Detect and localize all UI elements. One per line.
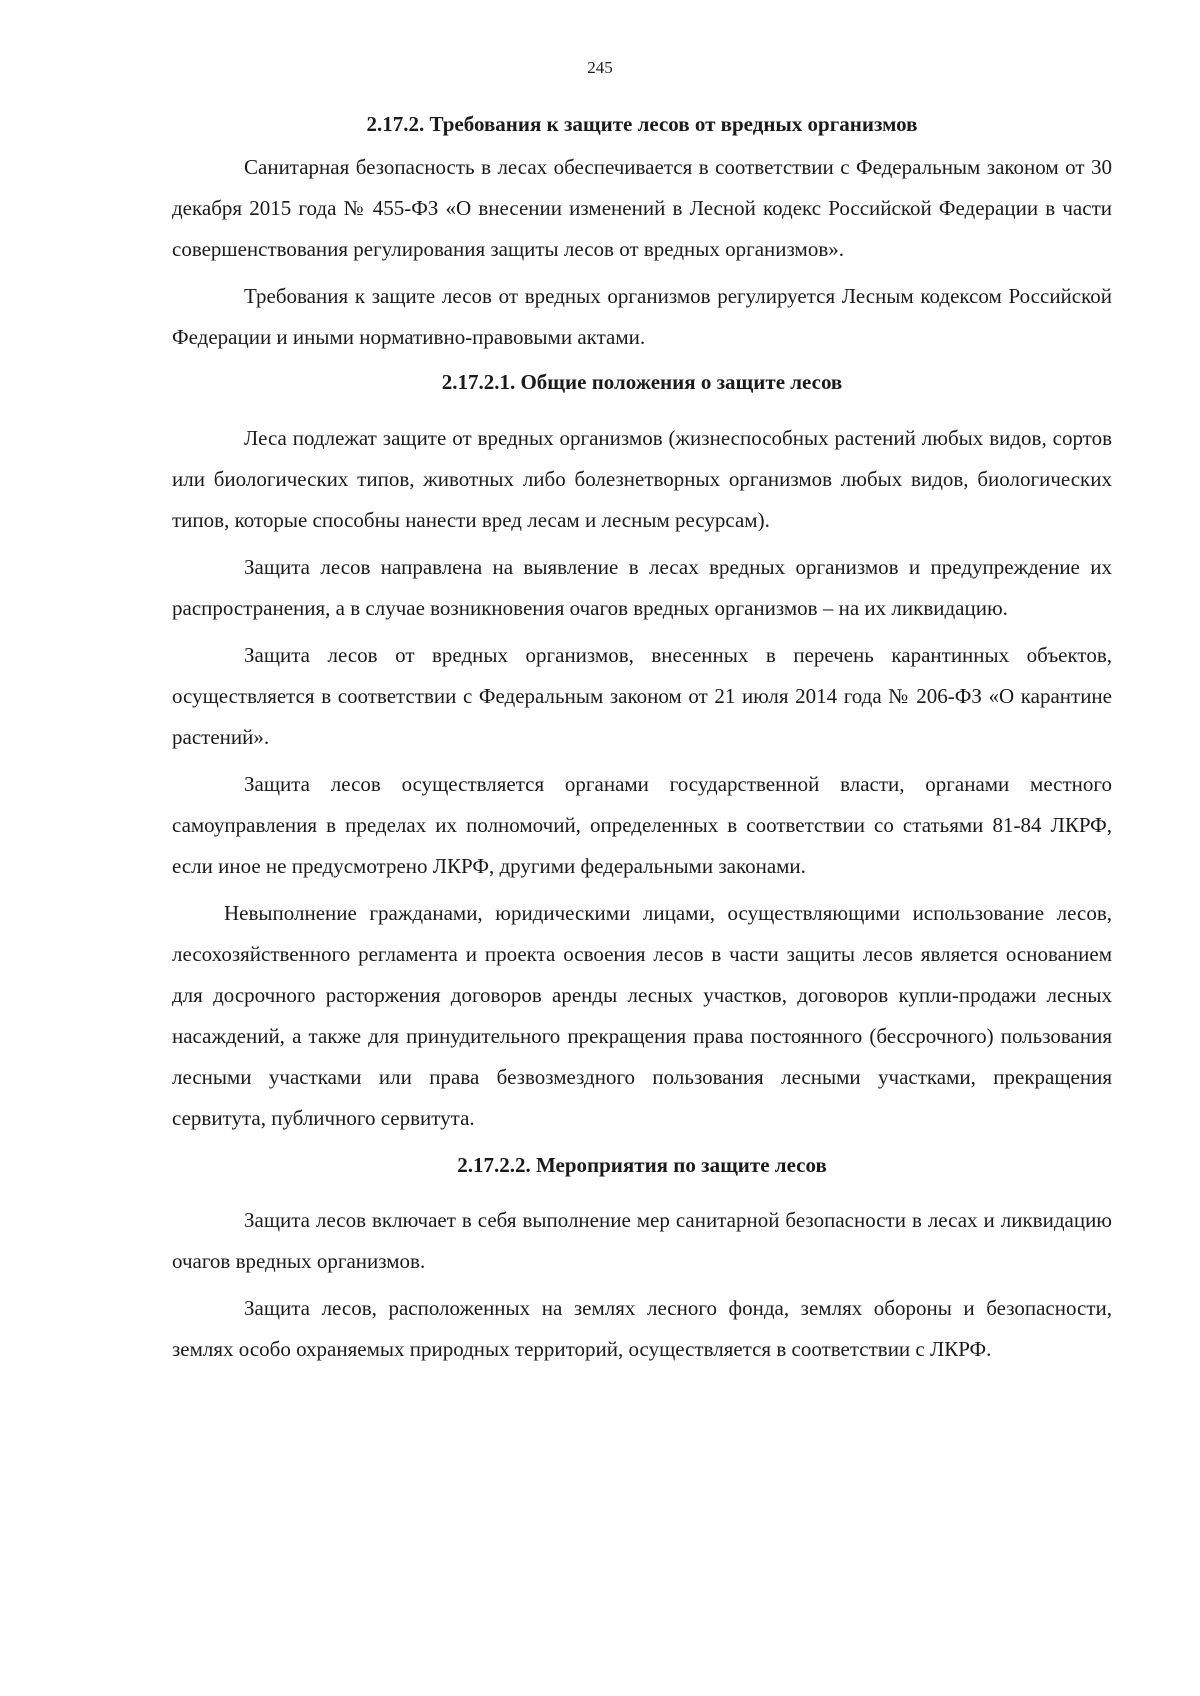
section-heading-general-provisions: 2.17.2.1. Общие положения о защите лесов bbox=[441, 370, 843, 395]
page-number: 245 bbox=[587, 58, 613, 77]
section-heading-requirements: 2.17.2. Требования к защите лесов от вредных организмов bbox=[366, 112, 918, 136]
paragraph-authorities: Защита лесов осуществляется органами государственной власти, органами местного самоуправления в пределах их полномочий, определенных в соответствии со статьями 81-84 ЛКРФ, если иное не предусмотрено ЛКРФ, другими федеральными законами. bbox=[172, 771, 1112, 878]
paragraph-quarantine: Защита лесов от вредных организмов, внесенных в перечень карантинных объектов, осуществляется в соответствии с Федеральным законом от 21 июля 2014 года № 206-ФЗ «О карантине растений». bbox=[172, 642, 1112, 749]
paragraph-land-categories: Защита лесов, расположенных на землях лесного фонда, землях обороны и безопасности, землях особо охраняемых природных территорий, осуществляется в соответствии с ЛКРФ. bbox=[172, 1296, 1112, 1362]
paragraph-protection-includes: Защита лесов включает в себя выполнение мер санитарной безопасности в лесах и ликвидацию очагов вредных организмов. bbox=[172, 1208, 1112, 1274]
paragraph-protection-aim: Защита лесов направлена на выявление в лесах вредных организмов и предупреждение их распространения, а в случае возникновения очагов вредных организмов – на их ликвидацию. bbox=[172, 554, 1112, 620]
paragraph-sanitary-safety: Санитарная безопасность в лесах обеспечивается в соответствии с Федеральным законом от 30 декабря 2015 года № 455-ФЗ «О внесении изменений в Лесной кодекс Российской Федерации в части совершенствования регулирования защиты лесов от вредных организмов». bbox=[172, 155, 1112, 262]
paragraph-regulation: Требования к защите лесов от вредных организмов регулируется Лесным кодексом Российской Федерации и иными нормативно-правовыми актами. bbox=[172, 284, 1112, 350]
section-heading-measures: 2.17.2.2. Мероприятия по защите лесов bbox=[457, 1152, 827, 1177]
paragraph-non-compliance: Невыполнение гражданами, юридическими лицами, осуществляющими использование лесов, лесохозяйственного регламента и проекта освоения лесов в части защиты лесов является основанием для досрочного расторжения договоров аренды лесных участков, договоров купли-продажи лесных насаждений, а также для принудительного прекращения права постоянного (бессрочного) пользования лесными участками или права безвозмездного пользования лесными участками, прекращения сервитута, публичного сервитута. bbox=[172, 900, 1112, 1130]
paragraph-forests-subject-to-protection: Леса подлежат защите от вредных организмов (жизнеспособных растений любых видов, сортов или биологических типов, животных либо болезнетворных организмов любых видов, биологических типов, которые способны нанести вред лесам и лесным ресурсам). bbox=[172, 425, 1112, 532]
document-body bbox=[172, 110, 1112, 1376]
